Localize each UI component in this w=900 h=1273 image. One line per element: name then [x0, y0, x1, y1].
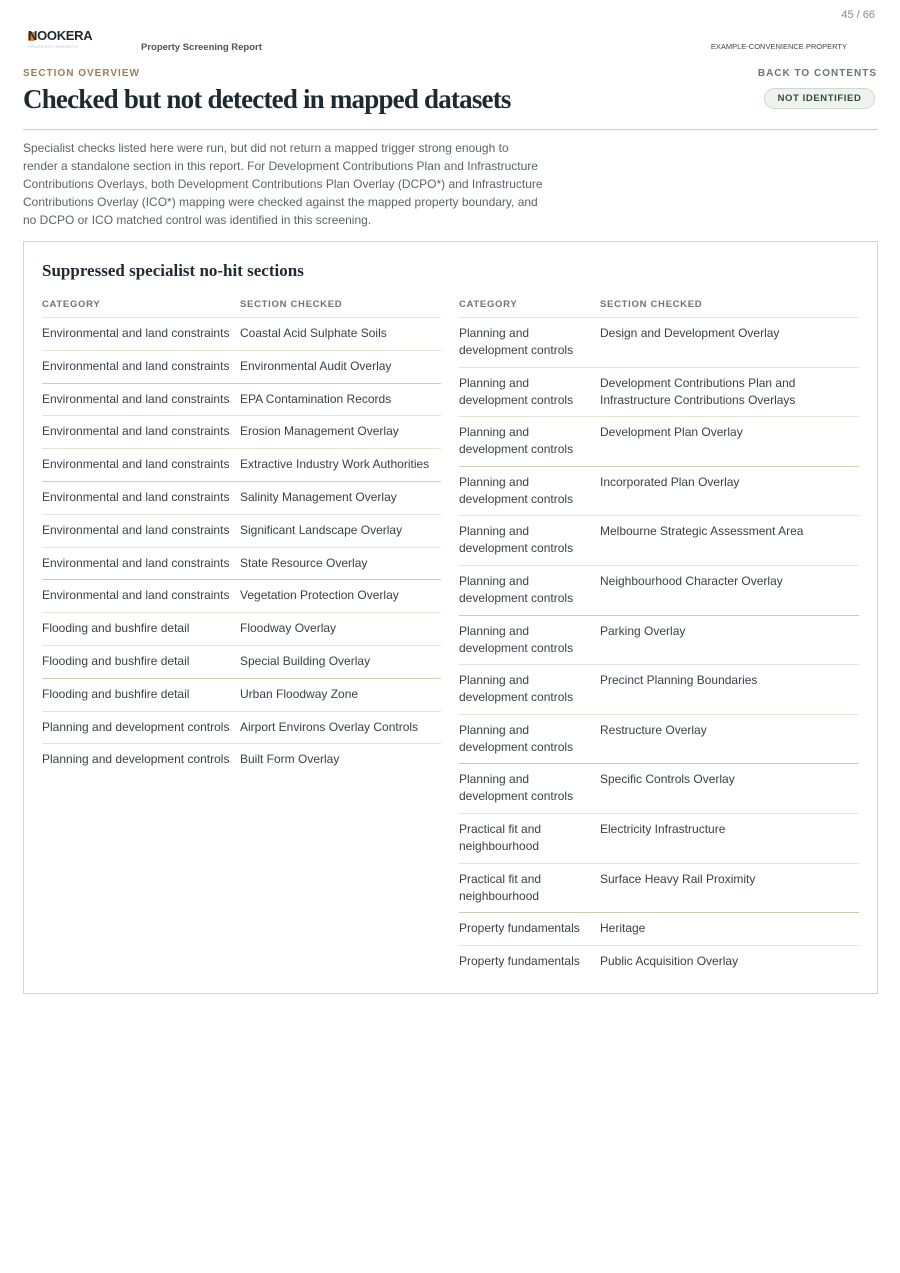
table-row	[42, 712, 441, 745]
row-section-checked: Airport Environs Overlay Controls	[240, 719, 419, 734]
left-table-body	[42, 318, 441, 777]
table-row	[459, 913, 859, 946]
row-section-checked: Vegetation Protection Overlay	[240, 588, 399, 603]
table-row	[459, 368, 859, 418]
table-row	[42, 384, 441, 417]
row-category: Environmental and land constraints	[42, 457, 230, 472]
row-category: Environmental and land constraints	[42, 326, 230, 340]
title-divider	[23, 129, 878, 130]
status-badge: NOT IDENTIFIED	[764, 88, 875, 109]
table-title: Suppressed specialist no-hit sections	[42, 261, 304, 280]
row-section-checked: Heritage	[600, 921, 646, 936]
header-section-checked: SECTION CHECKED	[240, 299, 343, 310]
table-row	[459, 715, 859, 765]
row-category: Planning and development controls	[42, 752, 230, 767]
right-table	[459, 298, 859, 979]
table-row	[42, 318, 441, 351]
suppressed-sections-card	[23, 241, 878, 994]
table-row	[42, 679, 441, 712]
table-row	[459, 318, 859, 368]
row-category: Environmental and land constraints	[42, 391, 230, 406]
table-row	[459, 467, 859, 517]
table-row	[42, 449, 441, 482]
table-row	[459, 864, 859, 914]
brand-logo	[28, 28, 118, 49]
row-section-checked: Restructure Overlay	[600, 722, 707, 737]
table-row	[459, 616, 859, 666]
row-section-checked: Specific Controls Overlay	[600, 772, 735, 787]
intro-paragraph: Specialist checks listed here were run, but did not return a mapped trigger strong enough to render a standalone section in this report. For Development Contributions Plan and Infrastructure Contributions Overlays, both Development Contributions Plan Overlay (DCPO*) and Infrastructure Contributions Overlay (ICO*) mapping were checked against the mapped property boundary, and no DCPO or ICO matched control was identified in this screening.	[23, 141, 543, 227]
table-row	[459, 665, 859, 715]
right-table-body	[459, 318, 859, 979]
row-category: Planning and development controls	[459, 425, 574, 457]
row-category: Flooding and bushfire detail	[42, 653, 190, 668]
table-row	[42, 548, 441, 581]
table-row	[459, 946, 859, 979]
row-category: Planning and development controls	[459, 474, 574, 506]
table-row	[42, 482, 441, 515]
page-number: 45 / 66	[841, 9, 875, 21]
table-row	[459, 764, 859, 814]
row-section-checked: State Resource Overlay	[240, 555, 368, 570]
row-category: Environmental and land constraints	[42, 522, 230, 537]
row-category: Planning and development controls	[459, 375, 574, 407]
row-category: Planning and development controls	[42, 719, 230, 734]
row-category: Planning and development controls	[459, 722, 574, 754]
row-section-checked: Electricity Infrastructure	[600, 821, 726, 836]
row-category: Environmental and land constraints	[42, 588, 230, 603]
row-category: Flooding and bushfire detail	[42, 686, 190, 701]
row-section-checked: Significant Landscape Overlay	[240, 522, 403, 537]
back-to-contents-link[interactable]: BACK TO CONTENTS	[757, 68, 877, 79]
row-category: Planning and development controls	[459, 772, 574, 804]
row-category: Environmental and land constraints	[42, 555, 230, 570]
row-category: Planning and development controls	[459, 623, 574, 655]
row-category: Flooding and bushfire detail	[42, 621, 190, 636]
row-section-checked: Salinity Management Overlay	[240, 489, 397, 504]
page-title: Checked but not detected in mapped datasets	[23, 84, 511, 114]
section-tag: SECTION OVERVIEW	[23, 68, 140, 79]
table-row	[42, 580, 441, 613]
table-row	[459, 566, 859, 616]
table-row	[459, 417, 859, 467]
row-section-checked: Design and Development Overlay	[600, 326, 780, 340]
row-section-checked: Public Acquisition Overlay	[600, 954, 739, 969]
brand-tagline: PROPERTY REPORTS	[28, 44, 79, 49]
row-category: Environmental and land constraints	[42, 424, 230, 439]
table-row	[42, 515, 441, 548]
row-section-checked: Extractive Industry Work Authorities	[240, 457, 430, 472]
row-category: Environmental and land constraints	[42, 489, 230, 504]
table-row	[42, 646, 441, 679]
row-category: Planning and development controls	[459, 673, 574, 705]
row-section-checked: Surface Heavy Rail Proximity	[600, 871, 756, 886]
header-category: CATEGORY	[42, 299, 101, 310]
row-category: Property fundamentals	[459, 954, 580, 969]
row-section-checked: Development Contributions Plan and Infrastructure Contributions Overlays	[600, 375, 796, 407]
row-category: Planning and development controls	[459, 326, 574, 357]
report-title: Property Screening Report	[141, 42, 262, 53]
row-section-checked: Erosion Management Overlay	[240, 424, 399, 439]
row-section-checked: Coastal Acid Sulphate Soils	[240, 326, 387, 340]
row-section-checked: Urban Floodway Zone	[240, 686, 359, 701]
table-header	[42, 298, 441, 318]
property-label: EXAMPLE-CONVENIENCE PROPERTY	[710, 42, 847, 51]
row-section-checked: Neighbourhood Character Overlay	[600, 573, 783, 588]
row-section-checked: Development Plan Overlay	[600, 425, 743, 440]
header-category: CATEGORY	[459, 299, 518, 310]
row-section-checked: Special Building Overlay	[240, 653, 371, 668]
left-table	[42, 298, 441, 777]
row-category: Environmental and land constraints	[42, 358, 230, 373]
row-category: Planning and development controls	[459, 573, 574, 605]
row-section-checked: Floodway Overlay	[240, 621, 337, 636]
header-section-checked: SECTION CHECKED	[600, 299, 703, 310]
row-section-checked: EPA Contamination Records	[240, 391, 392, 406]
brand-name: NOOKERA	[28, 28, 93, 43]
row-section-checked: Environmental Audit Overlay	[240, 358, 392, 373]
table-row	[42, 416, 441, 449]
row-category: Planning and development controls	[459, 524, 574, 556]
row-section-checked: Parking Overlay	[600, 623, 686, 638]
table-row	[42, 613, 441, 646]
table-row	[42, 351, 441, 384]
table-header	[459, 298, 859, 318]
table-row	[42, 744, 441, 777]
row-section-checked: Incorporated Plan Overlay	[600, 474, 740, 489]
row-section-checked: Melbourne Strategic Assessment Area	[600, 524, 804, 539]
table-row	[459, 516, 859, 566]
row-section-checked: Built Form Overlay	[240, 752, 340, 767]
row-category: Property fundamentals	[459, 921, 580, 936]
row-category: Practical fit and neighbourhood	[459, 871, 542, 903]
table-row	[459, 814, 859, 864]
row-category: Practical fit and neighbourhood	[459, 821, 542, 853]
row-section-checked: Precinct Planning Boundaries	[600, 673, 758, 688]
